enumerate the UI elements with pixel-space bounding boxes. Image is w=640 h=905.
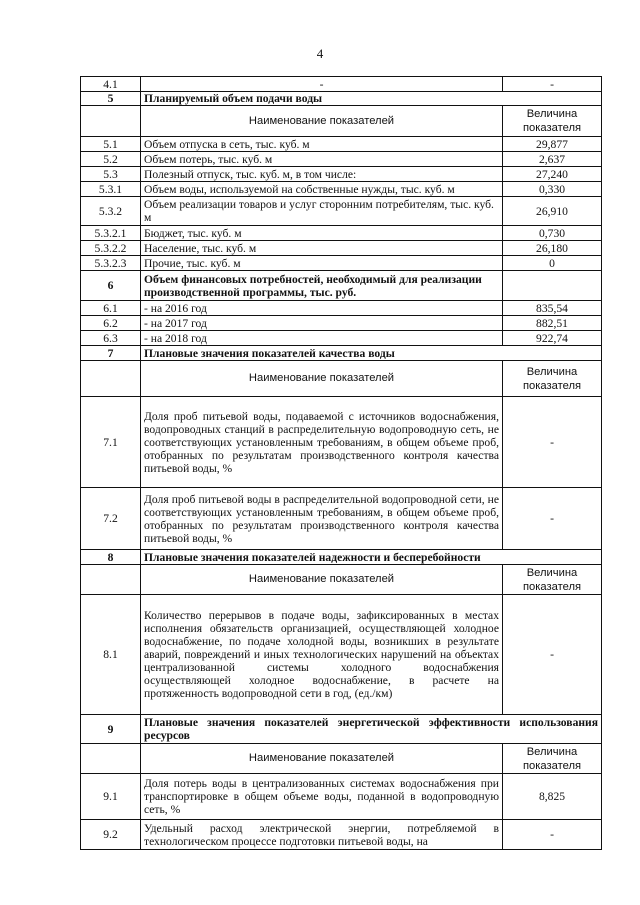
row-number: 6.1 [81, 301, 141, 316]
section-number: 5 [81, 92, 141, 106]
row-number: 6.3 [81, 331, 141, 346]
table-row [81, 241, 602, 256]
table-row [81, 774, 602, 820]
table-row [81, 226, 602, 241]
row-number: 5.3.2 [81, 197, 141, 226]
row-number: 5.3.2.3 [81, 256, 141, 271]
row-value: - [503, 397, 602, 488]
row-name: Объем отпуска в сеть, тыс. куб. м [141, 137, 503, 152]
row-name: - на 2017 год [141, 316, 503, 331]
table-row [81, 595, 602, 715]
row-value: - [503, 77, 602, 92]
row-number: 5.1 [81, 137, 141, 152]
row-name: - [141, 77, 503, 92]
empty-cell [81, 565, 141, 595]
header-label: Наименование показателей [141, 565, 503, 595]
row-name: Полезный отпуск, тыс. куб. м, в том числе: [141, 167, 503, 182]
row-name: Прочие, тыс. куб. м [141, 256, 503, 271]
table-row [81, 331, 602, 346]
table-row [81, 316, 602, 331]
empty-cell [81, 744, 141, 774]
row-value: - [503, 595, 602, 715]
section-number: 6 [81, 271, 141, 301]
row-number: 6.2 [81, 316, 141, 331]
header-label: Наименование показателей [141, 744, 503, 774]
empty-cell [81, 106, 141, 137]
page-number: 4 [316, 46, 324, 61]
row-name: - на 2016 год [141, 301, 503, 316]
value-header: Величина показателя [503, 106, 602, 137]
row-number: 5.3.2.2 [81, 241, 141, 256]
table-row [81, 820, 602, 850]
section-row [81, 92, 602, 106]
table-row [81, 77, 602, 92]
empty-cell [503, 271, 602, 301]
table-row [81, 256, 602, 271]
row-name: Удельный расход электрической энергии, потребляемой в технологическом процессе подготовки питьевой воды, на [141, 820, 503, 850]
row-value: - [503, 488, 602, 550]
row-value: 882,51 [503, 316, 602, 331]
row-name: Количество перерывов в подаче воды, зафиксированных в местах исполнения обязательств организацией, осуществляющей холодное водоснабжение, по подаче холодной воды, возникших в результате аварий, повреждений и иных технологических нарушений на объектах централизованной системы холодного водоснабжения осуществляющей холодное водоснабжение, в расчете на протяженность водопроводной сети в год, (ед./км) [141, 595, 503, 715]
value-header: Величина показателя [503, 565, 602, 595]
header-row [81, 744, 602, 774]
table-row [81, 137, 602, 152]
row-number: 5.3 [81, 167, 141, 182]
row-number: 5.3.1 [81, 182, 141, 197]
section-title: Плановые значения показателей энергетической эффективности использования ресурсов [141, 715, 602, 744]
row-value: 8,825 [503, 774, 602, 820]
section-title: Плановые значения показателей надежности и бесперебойности [141, 550, 602, 565]
row-name: Объем воды, используемой на собственные нужды, тыс. куб. м [141, 182, 503, 197]
table-row [81, 182, 602, 197]
value-header: Величина показателя [503, 361, 602, 397]
row-value: 2,637 [503, 152, 602, 167]
row-name: Доля проб питьевой воды, подаваемой с источников водоснабжения, водопроводных станций в распределительную водопроводную сеть, не соответствующих установленным требованиям, в общем объеме проб, отобранных по результатам производственного контроля качества питьевой воды, % [141, 397, 503, 488]
row-value: 26,180 [503, 241, 602, 256]
header-label: Наименование показателей [141, 361, 503, 397]
header-label: Наименование показателей [141, 106, 503, 137]
table-row [81, 488, 602, 550]
row-value: 27,240 [503, 167, 602, 182]
section-number: 8 [81, 550, 141, 565]
row-number: 9.1 [81, 774, 141, 820]
row-name: - на 2018 год [141, 331, 503, 346]
section-row [81, 346, 602, 361]
row-name: Бюджет, тыс. куб. м [141, 226, 503, 241]
section-row [81, 271, 602, 301]
section-title: Объем финансовых потребностей, необходимый для реализации производственной программы, тыс. руб. [141, 271, 503, 301]
row-number: 5.2 [81, 152, 141, 167]
table-row [81, 197, 602, 226]
table-row [81, 301, 602, 316]
indicators-table [80, 76, 602, 850]
header-row [81, 361, 602, 397]
row-value: 26,910 [503, 197, 602, 226]
section-title: Плановые значения показателей качества воды [141, 346, 602, 361]
row-number: 9.2 [81, 820, 141, 850]
row-name: Население, тыс. куб. м [141, 241, 503, 256]
row-number: 5.3.2.1 [81, 226, 141, 241]
header-row [81, 565, 602, 595]
empty-cell [81, 361, 141, 397]
row-value: 0,730 [503, 226, 602, 241]
section-row [81, 715, 602, 744]
table-row [81, 167, 602, 182]
table-row [81, 397, 602, 488]
row-name: Доля проб питьевой воды в распределительной водопроводной сети, не соответствующих установленным требованиям, в общем объеме проб, отобранных по результатам производственного контроля качества питьевой воды, % [141, 488, 503, 550]
row-number: 8.1 [81, 595, 141, 715]
row-value: 29,877 [503, 137, 602, 152]
section-number: 9 [81, 715, 141, 744]
section-title: Планируемый объем подачи воды [141, 92, 602, 106]
section-number: 7 [81, 346, 141, 361]
row-value: 0 [503, 256, 602, 271]
table-row [81, 152, 602, 167]
row-number: 7.1 [81, 397, 141, 488]
row-number: 7.2 [81, 488, 141, 550]
row-value: 922,74 [503, 331, 602, 346]
section-row [81, 550, 602, 565]
row-name: Доля потерь воды в централизованных системах водоснабжения при транспортировке в общем объеме воды, поданной в водопроводную сеть, % [141, 774, 503, 820]
row-value: 0,330 [503, 182, 602, 197]
row-value: - [503, 820, 602, 850]
row-number: 4.1 [81, 77, 141, 92]
row-name: Объем реализации товаров и услуг сторонним потребителям, тыс. куб. м [141, 197, 503, 226]
row-name: Объем потерь, тыс. куб. м [141, 152, 503, 167]
value-header: Величина показателя [503, 744, 602, 774]
row-value: 835,54 [503, 301, 602, 316]
header-row [81, 106, 602, 137]
